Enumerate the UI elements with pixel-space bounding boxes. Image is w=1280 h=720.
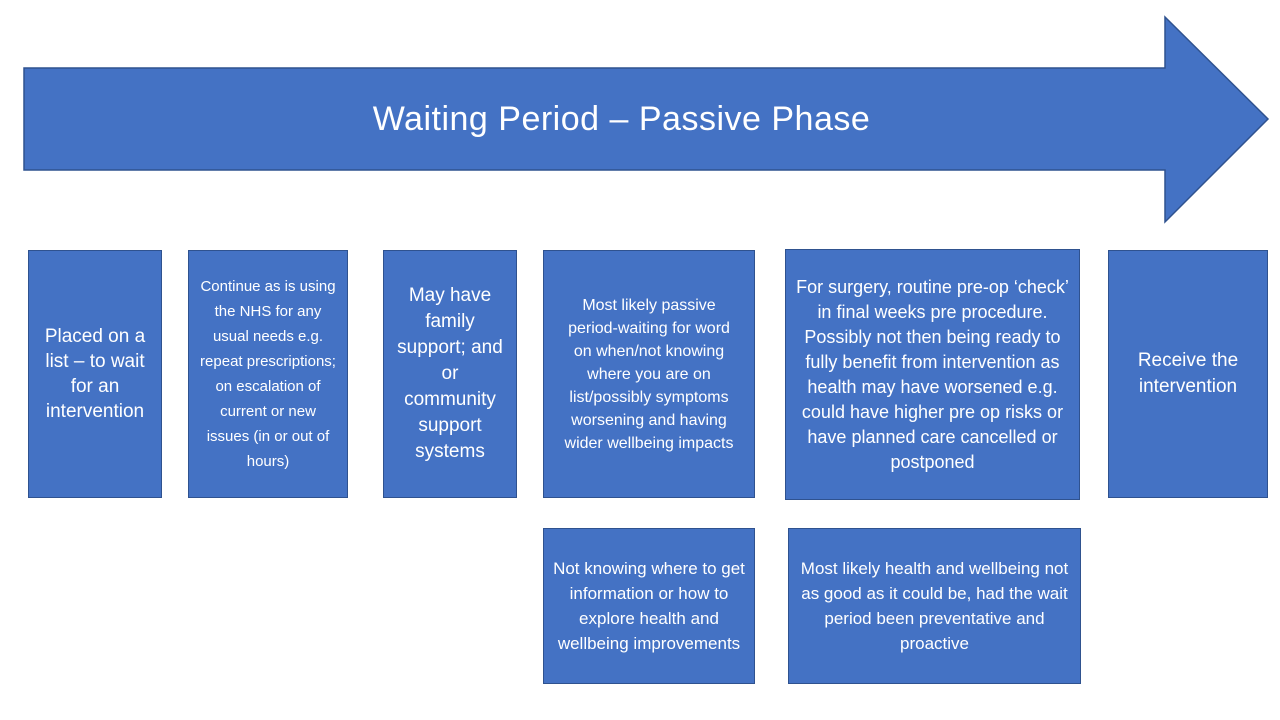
box-not-knowing-information-text: Not knowing where to get information or how to explore health and wellbeing improvements xyxy=(553,559,745,653)
box-pre-op-check xyxy=(785,249,1080,500)
box-wellbeing-not-as-good-text: Most likely health and wellbeing not as good as it could be, had the wait period been preventative and proactive xyxy=(800,559,1069,653)
box-family-support-text: May have family support; and or community support systems xyxy=(397,285,503,462)
box-passive-waiting-text: Most likely passive period-waiting for word on when/not knowing where you are on list/possibly symptoms worsening and having wider wellbeing impacts xyxy=(564,296,734,452)
box-receive-intervention xyxy=(1108,250,1268,498)
box-placed-on-list xyxy=(28,250,162,498)
box-family-support xyxy=(383,250,517,498)
box-continue-as-is-text: Continue as is using the NHS for any usual needs e.g. repeat prescriptions; on escalation of current or new issues (in or out of hours) xyxy=(200,278,336,470)
box-placed-on-list-text: Placed on a list – to wait for an intervention xyxy=(44,326,146,422)
box-receive-intervention-text: Receive the intervention xyxy=(1137,350,1239,397)
box-passive-waiting xyxy=(543,250,755,498)
box-not-knowing-information xyxy=(543,528,755,684)
page-title: Waiting Period – Passive Phase xyxy=(372,99,871,138)
box-continue-as-is xyxy=(188,250,348,498)
box-wellbeing-not-as-good xyxy=(788,528,1081,684)
box-pre-op-check-text: For surgery, routine pre-op ‘check’ in final weeks pre procedure. Possibly not then being ready to fully benefit from intervention as health may have worsened e.g. could have higher pre op risks or have planned care cancelled or postponed xyxy=(796,276,1069,472)
